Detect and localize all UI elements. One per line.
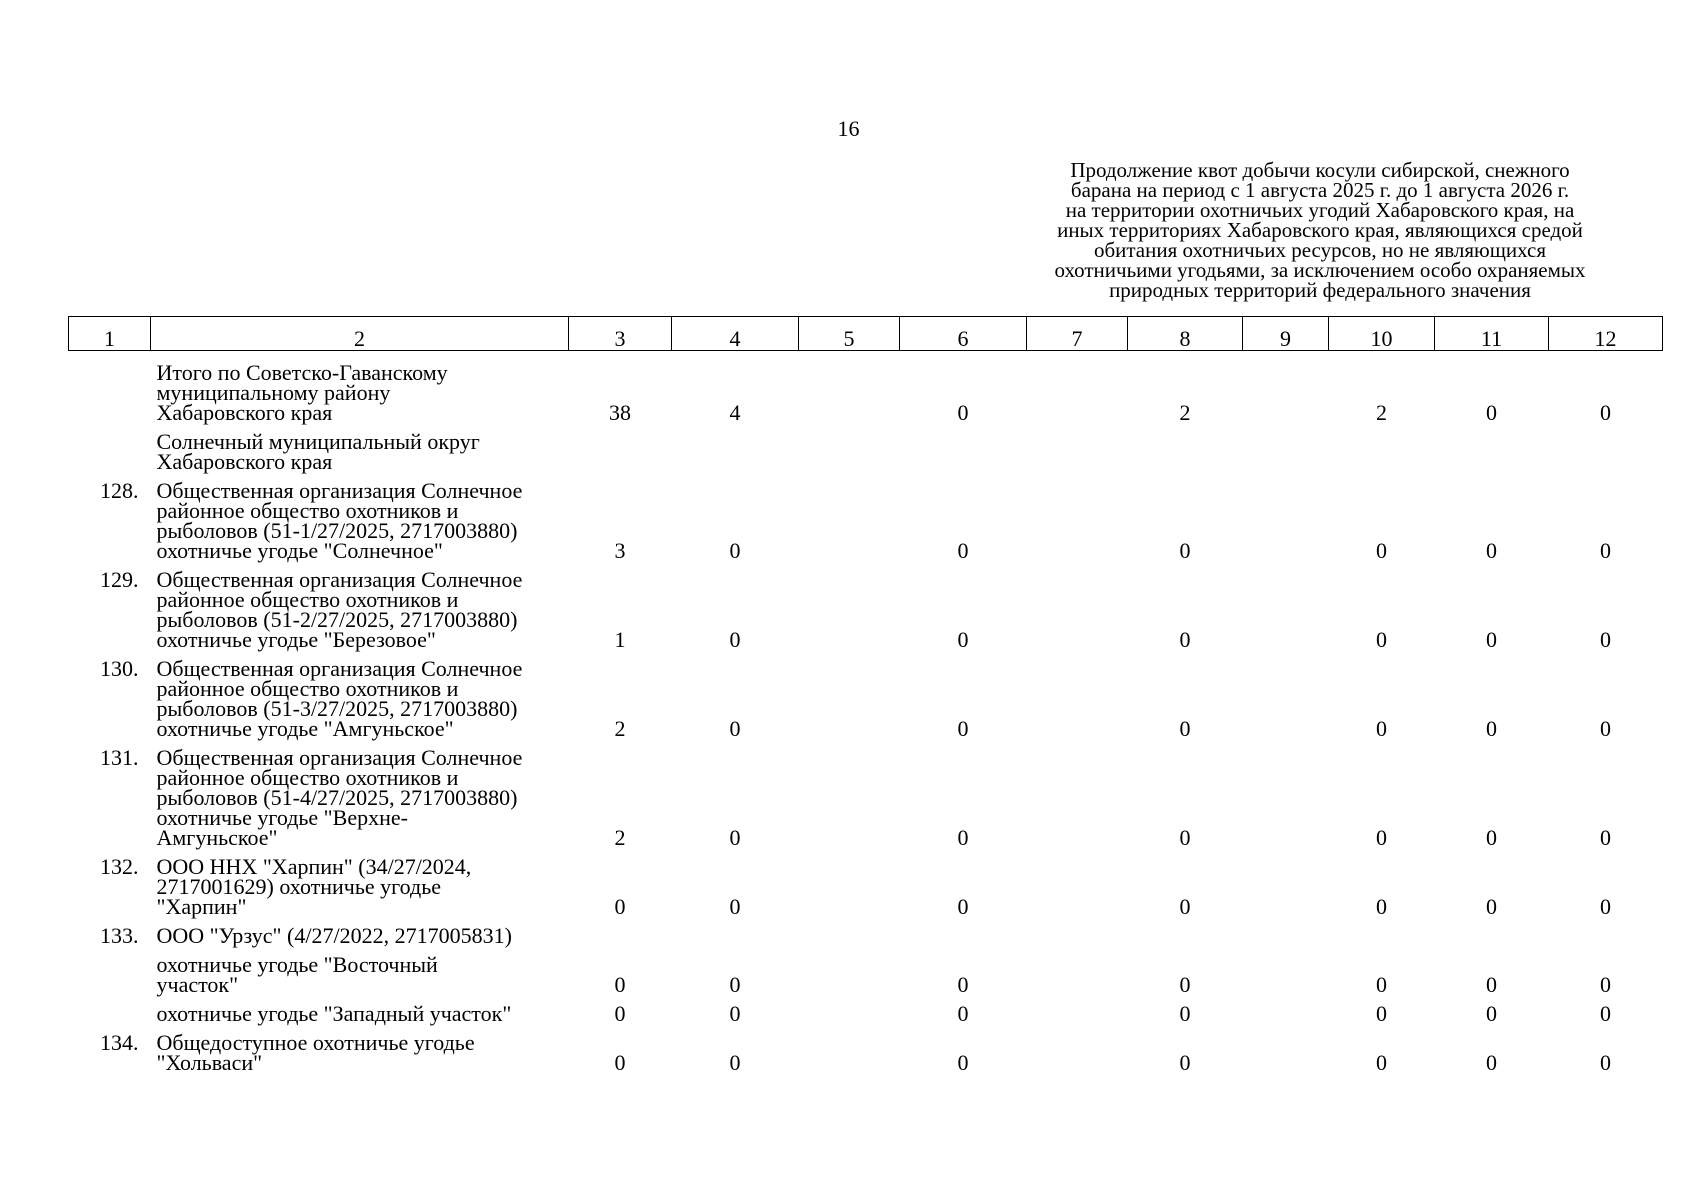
cell-c3 [569, 423, 672, 472]
cell-c3: 1 [614, 627, 626, 652]
row-name-line: рыболовов (51-4/27/2025, 2717003880) [156, 785, 518, 810]
cell-c5 [799, 848, 900, 917]
cell-c12: 0 [1600, 1001, 1611, 1026]
cell-c7 [1027, 995, 1128, 1024]
row-name [151, 650, 569, 739]
cell-c8: 0 [1179, 1001, 1191, 1026]
cell-c12 [1549, 423, 1663, 472]
cell-c6: 0 [957, 538, 969, 563]
cell-c11: 0 [1486, 400, 1497, 425]
row-name-line: Общественная организация Солнечное [156, 478, 523, 503]
caption-line: Продолжение квот добычи косули сибирской, снежного [1070, 158, 1570, 182]
caption-line: барана на период с 1 августа 2025 г. до 1 августа 2026 г. [1070, 178, 1570, 202]
cell-c9 [1243, 472, 1329, 561]
cell-c8: 0 [1179, 894, 1191, 919]
cell-c3: 0 [614, 972, 626, 997]
row-name-line: Солнечный муниципальный округ [156, 429, 480, 454]
cell-c10: 0 [1376, 538, 1387, 563]
row-name-line: рыболовов (51-2/27/2025, 2717003880) [156, 607, 518, 632]
cell-c5 [799, 739, 900, 848]
row-number: 130. [100, 656, 139, 681]
row-name-line: охотничье угодье "Солнечное" [156, 538, 443, 563]
cell-c7 [1027, 946, 1128, 995]
cell-c5 [799, 946, 900, 995]
cell-c4: 0 [729, 825, 741, 850]
cell-c9 [1243, 1024, 1329, 1073]
row-name-line: охотничье угодье "Восточный [156, 952, 438, 977]
cell-c11: 0 [1486, 1050, 1497, 1075]
cell-c4: 0 [729, 716, 741, 741]
row-name-line: 2717001629) охотничье угодье [156, 874, 442, 899]
cell-c5 [799, 472, 900, 561]
cell-c10: 0 [1376, 894, 1387, 919]
row-name-line: участок" [156, 972, 239, 997]
column-header: 9 [1243, 317, 1329, 351]
row-name-line: ООО ННХ "Харпин" (34/27/2024, [156, 854, 472, 879]
cell-c5 [799, 351, 900, 424]
row-number [69, 995, 151, 1024]
cell-c9 [1243, 739, 1329, 848]
cell-c5 [799, 423, 900, 472]
column-header: 12 [1549, 317, 1663, 351]
row-name-line: Общедоступное охотничье угодье [156, 1030, 475, 1055]
cell-c11: 0 [1486, 716, 1497, 741]
row-number [69, 351, 151, 424]
row-name-line: рыболовов (51-1/27/2025, 2717003880) [156, 518, 518, 543]
cell-c8: 0 [1179, 972, 1191, 997]
cell-c12: 0 [1600, 538, 1611, 563]
cell-c6 [900, 423, 1027, 472]
row-name-line: Хабаровского края [156, 400, 333, 425]
cell-c6: 0 [957, 972, 969, 997]
cell-c3: 2 [614, 825, 626, 850]
row-number: 131. [100, 745, 139, 770]
cell-c9 [1243, 946, 1329, 995]
cell-c8: 0 [1179, 1050, 1191, 1075]
row-number: 134. [100, 1030, 139, 1055]
row-name [151, 946, 569, 995]
cell-c7 [1027, 423, 1128, 472]
cell-c11 [1435, 423, 1549, 472]
cell-c12: 0 [1600, 400, 1611, 425]
cell-c4: 0 [729, 894, 741, 919]
column-header: 6 [900, 317, 1027, 351]
cell-c3: 0 [614, 894, 626, 919]
caption-line: охотничьими угодьями, за исключением особо охраняемых [1054, 258, 1586, 282]
cell-c9 [1243, 995, 1329, 1024]
cell-c11: 0 [1486, 538, 1497, 563]
page-number: 16 [837, 116, 860, 141]
cell-c7 [1027, 739, 1128, 848]
row-name-line: Итого по Советско-Гаванскому [156, 360, 448, 385]
row-name-line: ООО "Урзус" (4/27/2022, 2717005831) [156, 923, 512, 948]
row-number: 133. [100, 923, 139, 948]
cell-c12: 0 [1600, 825, 1611, 850]
cell-c9 [1243, 561, 1329, 650]
row-name-line: охотничье угодье "Верхне- [156, 805, 408, 830]
cell-c6: 0 [957, 716, 969, 741]
row-number [69, 946, 151, 995]
row-name-line: Амгуньское" [156, 825, 278, 850]
row-name-line: Общественная организация Солнечное [156, 656, 523, 681]
row-name-line: районное общество охотников и [156, 498, 459, 523]
cell-c10 [1329, 917, 1435, 946]
cell-c6: 0 [957, 400, 969, 425]
row-name-line: "Харпин" [156, 894, 247, 919]
cell-c11: 0 [1486, 627, 1497, 652]
row-name [151, 995, 569, 1024]
cell-c6: 0 [957, 627, 969, 652]
table-row [69, 917, 1663, 946]
table-row [69, 650, 1663, 739]
column-header: 4 [672, 317, 799, 351]
row-name [151, 423, 569, 472]
cell-c4 [672, 917, 799, 946]
row-name [151, 1024, 569, 1073]
table-row [69, 946, 1663, 995]
cell-c11 [1435, 917, 1549, 946]
row-name-line: районное общество охотников и [156, 765, 459, 790]
table-row [69, 423, 1663, 472]
cell-c3: 0 [614, 1001, 626, 1026]
cell-c3: 0 [614, 1050, 626, 1075]
row-name [151, 472, 569, 561]
table-row [69, 351, 1663, 424]
cell-c8: 2 [1179, 400, 1191, 425]
table-row [69, 1024, 1663, 1073]
row-name-line: муниципальному району [156, 380, 391, 405]
table-row [69, 472, 1663, 561]
cell-c6: 0 [957, 1050, 969, 1075]
cell-c9 [1243, 423, 1329, 472]
row-name-line: рыболовов (51-3/27/2025, 2717003880) [156, 696, 518, 721]
cell-c4: 0 [729, 1050, 741, 1075]
table-row [69, 995, 1663, 1024]
cell-c4: 0 [729, 972, 741, 997]
cell-c4: 0 [729, 538, 741, 563]
table-caption [1000, 160, 1640, 300]
row-name-line: охотничье угодье "Западный участок" [156, 1001, 512, 1026]
cell-c7 [1027, 1024, 1128, 1073]
column-header: 8 [1128, 317, 1243, 351]
cell-c11: 0 [1486, 894, 1497, 919]
caption-line: на территории охотничьих угодий Хабаровского края, на [1065, 198, 1575, 222]
caption-line: обитания охотничьих ресурсов, но не являющихся [1093, 238, 1547, 262]
cell-c11: 0 [1486, 1001, 1497, 1026]
column-header: 11 [1435, 317, 1549, 351]
cell-c4: 0 [729, 627, 741, 652]
cell-c11: 0 [1486, 972, 1497, 997]
row-name [151, 739, 569, 848]
caption-line: природных территорий федерального значения [1109, 278, 1531, 302]
cell-c3 [569, 917, 672, 946]
row-name [151, 561, 569, 650]
cell-c12: 0 [1600, 627, 1611, 652]
cell-c4 [672, 423, 799, 472]
cell-c7 [1027, 561, 1128, 650]
row-name-line: районное общество охотников и [156, 587, 459, 612]
column-header: 1 [69, 317, 151, 351]
quota-table [68, 316, 1663, 1073]
cell-c4: 4 [729, 400, 741, 425]
row-number: 129. [100, 567, 139, 592]
column-header: 7 [1027, 317, 1128, 351]
cell-c7 [1027, 917, 1128, 946]
caption-line: иных территориях Хабаровского края, являющихся средой [1057, 218, 1583, 242]
table-row [69, 848, 1663, 917]
cell-c9 [1243, 351, 1329, 424]
cell-c10: 0 [1376, 627, 1387, 652]
row-name-line: охотничье угодье "Амгуньское" [156, 716, 454, 741]
row-name [151, 351, 569, 424]
cell-c8: 0 [1179, 538, 1191, 563]
row-name-line: Общественная организация Солнечное [156, 745, 523, 770]
cell-c3: 2 [614, 716, 626, 741]
row-name-line: "Хольваси" [156, 1050, 263, 1075]
cell-c5 [799, 650, 900, 739]
row-name-line: охотничье угодье "Березовое" [156, 627, 436, 652]
cell-c9 [1243, 917, 1329, 946]
cell-c6 [900, 917, 1027, 946]
cell-c12: 0 [1600, 972, 1611, 997]
cell-c9 [1243, 650, 1329, 739]
column-number-header [69, 317, 1663, 351]
cell-c10 [1329, 423, 1435, 472]
row-number: 128. [100, 478, 139, 503]
cell-c12: 0 [1600, 894, 1611, 919]
cell-c12: 0 [1600, 1050, 1611, 1075]
cell-c6: 0 [957, 825, 969, 850]
cell-c5 [799, 1024, 900, 1073]
table-row [69, 739, 1663, 848]
cell-c3: 38 [609, 400, 631, 425]
cell-c10: 0 [1376, 1001, 1387, 1026]
cell-c10: 0 [1376, 1050, 1387, 1075]
cell-c5 [799, 561, 900, 650]
cell-c12: 0 [1600, 716, 1611, 741]
cell-c8: 0 [1179, 627, 1191, 652]
table-row [69, 561, 1663, 650]
row-name [151, 917, 569, 946]
column-header: 3 [569, 317, 672, 351]
cell-c8 [1128, 423, 1243, 472]
cell-c11: 0 [1486, 825, 1497, 850]
column-header: 10 [1329, 317, 1435, 351]
cell-c3: 3 [614, 538, 626, 563]
cell-c4: 0 [729, 1001, 741, 1026]
row-name [151, 848, 569, 917]
cell-c7 [1027, 848, 1128, 917]
cell-c7 [1027, 650, 1128, 739]
cell-c9 [1243, 848, 1329, 917]
cell-c7 [1027, 472, 1128, 561]
cell-c5 [799, 995, 900, 1024]
cell-c10: 2 [1376, 400, 1387, 425]
column-header: 2 [151, 317, 569, 351]
row-number [69, 423, 151, 472]
cell-c6: 0 [957, 1001, 969, 1026]
cell-c10: 0 [1376, 825, 1387, 850]
table-body [69, 351, 1663, 1074]
cell-c8: 0 [1179, 716, 1191, 741]
row-name-line: районное общество охотников и [156, 676, 459, 701]
row-name-line: Общественная организация Солнечное [156, 567, 523, 592]
cell-c12 [1549, 917, 1663, 946]
cell-c8 [1128, 917, 1243, 946]
cell-c10: 0 [1376, 716, 1387, 741]
cell-c10: 0 [1376, 972, 1387, 997]
column-header: 5 [799, 317, 900, 351]
cell-c7 [1027, 351, 1128, 424]
cell-c5 [799, 917, 900, 946]
cell-c8: 0 [1179, 825, 1191, 850]
row-name-line: Хабаровского края [156, 449, 333, 474]
row-number: 132. [100, 854, 139, 879]
cell-c6: 0 [957, 894, 969, 919]
